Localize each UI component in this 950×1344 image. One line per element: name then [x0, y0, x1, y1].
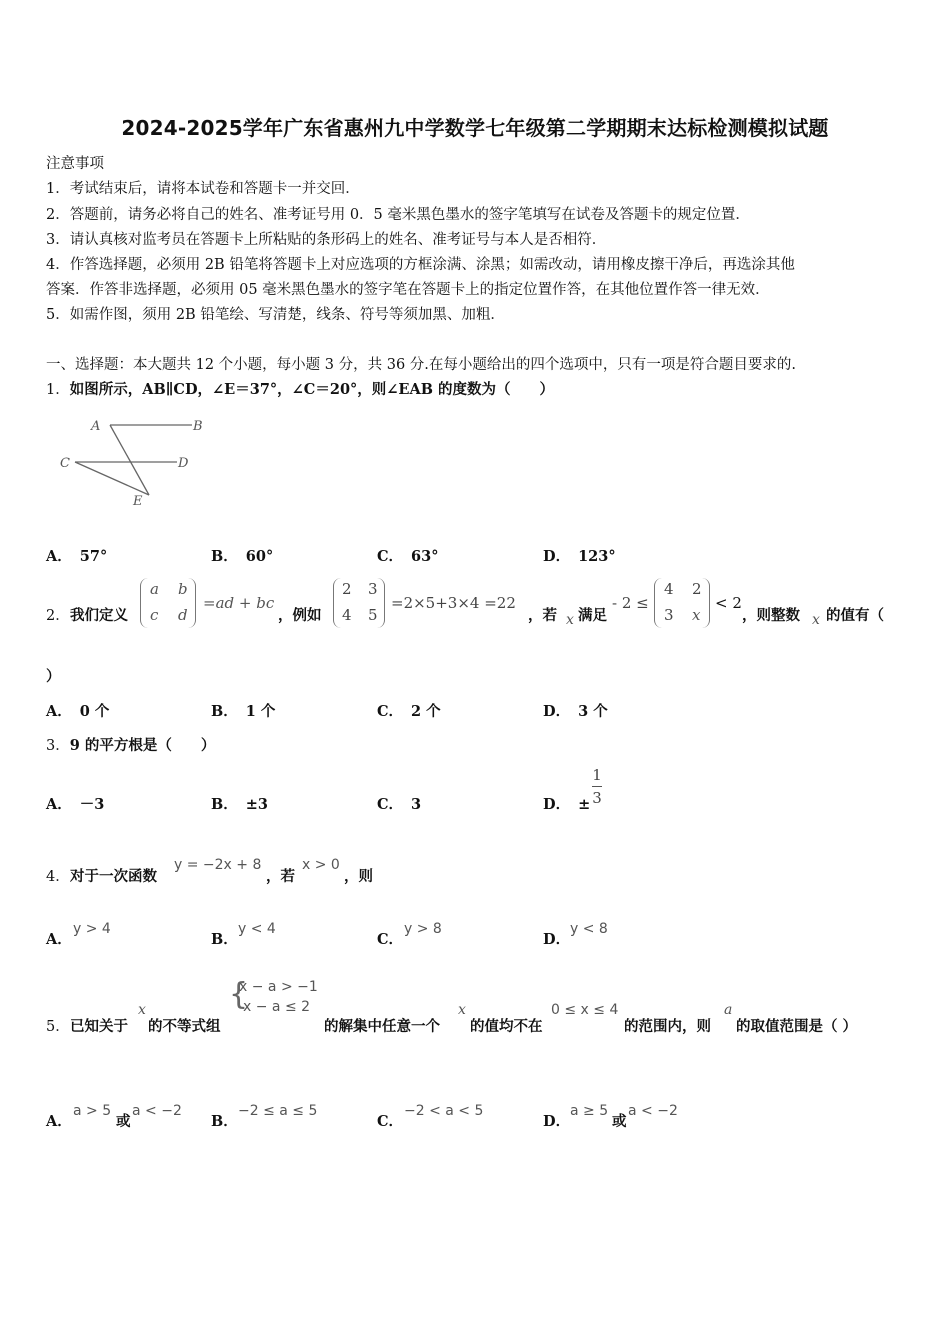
option-d-value-1: a ≥ 5 — [570, 1103, 609, 1119]
page-title: 2024-2025学年广东省惠州九中学数学七年级第二学期期末达标检测模拟试题 — [121, 116, 829, 140]
option-d[interactable]: D． — [543, 931, 571, 948]
var-x: x — [812, 612, 820, 628]
option-a[interactable]: A． — [46, 1113, 72, 1130]
option-d-or: 或 — [612, 1113, 627, 1130]
notice-item: 2．答题前，请务必将自己的姓名、准考证号用 0．5 毫米黑色墨水的签字笔填写在试卷及答题卡的规定位置． — [46, 207, 750, 223]
option-a[interactable]: A． 0 个 — [46, 703, 110, 720]
q5-text-1: 已知关于 — [70, 1018, 128, 1035]
option-a[interactable]: A． －3 — [46, 796, 105, 813]
q2-close-paren: ） — [46, 668, 61, 685]
option-a-or: 或 — [116, 1113, 131, 1130]
def-result: =ad + bc — [203, 594, 275, 612]
option-c-value: −2 < a < 5 — [404, 1103, 484, 1119]
q5-text-6: 的取值范围是（ ） — [736, 1018, 858, 1035]
system-brace: { — [229, 977, 249, 1012]
notice-item: 1．考试结束后，请将本试卷和答题卡一并交回． — [46, 181, 360, 197]
option-b[interactable]: B． — [211, 931, 238, 948]
option-a[interactable]: A． 57° — [46, 548, 108, 565]
var-x: x — [458, 1002, 466, 1018]
range-expression: 0 ≤ x ≤ 4 — [551, 1002, 619, 1018]
option-d[interactable]: D． — [543, 1113, 571, 1130]
var-x: x — [566, 612, 574, 628]
option-d[interactable]: D． 123° — [543, 548, 616, 565]
q5-text-4: 的值均不在 — [470, 1018, 543, 1035]
label-d: D — [178, 456, 189, 471]
option-b-value: −2 ≤ a ≤ 5 — [238, 1103, 318, 1119]
q2-text-2: ，例如 — [278, 607, 322, 624]
question-number: 3． — [46, 738, 70, 754]
function-expression: y = −2x + 8 — [174, 857, 262, 873]
q4-text-1: 对于一次函数 — [70, 868, 157, 885]
line-ce — [75, 462, 149, 495]
q5-text-3: 的解集中任意一个 — [324, 1018, 440, 1035]
ineq-left: - 2 ≤ — [612, 594, 649, 612]
option-c[interactable]: C． — [377, 1113, 404, 1130]
q4-number: 4． — [46, 869, 70, 885]
q5-number: 5． — [46, 1019, 70, 1035]
notice-item: 答案．作答非选择题，必须用 05 毫米黑色墨水的签字笔在答题卡上的指定位置作答，在其他位置作答一律无效． — [46, 282, 770, 298]
condition-determinant: 4 2 3 x — [654, 578, 710, 628]
q2-text-6: 的值有（ — [826, 607, 884, 624]
label-b: B — [193, 419, 203, 434]
var-a: a — [724, 1002, 733, 1018]
example-determinant: 2 3 4 5 — [333, 578, 385, 628]
var-x: x — [138, 1002, 146, 1018]
option-c[interactable]: C． — [377, 931, 404, 948]
q4-text-3: ，则 — [344, 868, 373, 885]
q2-number: 2． — [46, 608, 70, 624]
notice-item: 3．请认真核对监考员在答题卡上所粘贴的条形码上的姓名、准考证号与本人是否相符． — [46, 232, 607, 248]
label-a: A — [91, 419, 101, 434]
line-ae — [110, 425, 149, 495]
question-3 — [46, 734, 215, 755]
option-a-value-1: a > 5 — [73, 1103, 112, 1119]
option-d[interactable]: D． 3 个 — [543, 703, 608, 720]
label-e: E — [133, 494, 143, 509]
option-b[interactable]: B． ±3 — [211, 796, 269, 813]
option-b[interactable]: B． — [211, 1113, 238, 1130]
option-c[interactable]: C． 2 个 — [377, 703, 441, 720]
label-c: C — [60, 456, 70, 471]
notice-item: 4．作答选择题，必须用 2B 铅笔将答题卡上对应选项的方框涂满、涂黑；如需改动，请用橡皮擦干净后，再选涂其他 — [46, 257, 795, 273]
notice-item: 5．如需作图，须用 2B 铅笔绘、写清楚，线条、符号等须加黑、加粗． — [46, 307, 505, 323]
option-a-value-2: a < −2 — [132, 1103, 182, 1119]
q4-text-2: ，若 — [266, 868, 295, 885]
q1-figure — [55, 412, 215, 512]
q2-text-3: ，若 — [528, 607, 557, 624]
option-d[interactable]: D． ± — [543, 796, 591, 813]
option-b[interactable]: B． 1 个 — [211, 703, 276, 720]
notice-heading: 注意事项 — [46, 156, 104, 172]
option-c[interactable]: C． 3 — [377, 796, 422, 813]
option-d-value-2: a < −2 — [628, 1103, 678, 1119]
question-text: 如图所示，AB∥CD，∠E＝37°，∠C＝20°，则∠EAB 的度数为（ ） — [69, 381, 555, 398]
option-c-value: y > 8 — [404, 921, 442, 937]
condition-expression: x > 0 — [302, 857, 340, 873]
q2-text-4: 满足 — [578, 607, 607, 624]
option-c[interactable]: C． 63° — [377, 548, 439, 565]
question-number: 1． — [46, 382, 70, 398]
option-a[interactable]: A． — [46, 931, 72, 948]
ineq-right: < 2 — [715, 594, 742, 612]
fraction-one-third: 1 3 — [592, 766, 602, 807]
system-line-2: x − a ≤ 2 — [243, 999, 311, 1015]
option-a-value: y > 4 — [73, 921, 111, 937]
def-determinant: a b c d — [140, 578, 196, 628]
q2-text-1: 我们定义 — [70, 607, 128, 624]
q5-text-5: 的范围内，则 — [624, 1018, 711, 1035]
section-heading: 一、选择题：本大题共 12 个小题，每小题 3 分，共 36 分.在每小题给出的四个选项中，只有一项是符合题目要求的. — [46, 357, 796, 373]
option-b[interactable]: B． 60° — [211, 548, 274, 565]
option-d-value: y < 8 — [570, 921, 608, 937]
question-1 — [46, 378, 554, 399]
q2-text-5: ，则整数 — [742, 607, 800, 624]
example-result: =2×5+3×4 =22 — [391, 594, 516, 612]
question-text: 9 的平方根是（ ） — [69, 737, 216, 754]
option-b-value: y < 4 — [238, 921, 276, 937]
system-line-1: x − a > −1 — [239, 979, 318, 995]
q5-text-2: 的不等式组 — [148, 1018, 221, 1035]
